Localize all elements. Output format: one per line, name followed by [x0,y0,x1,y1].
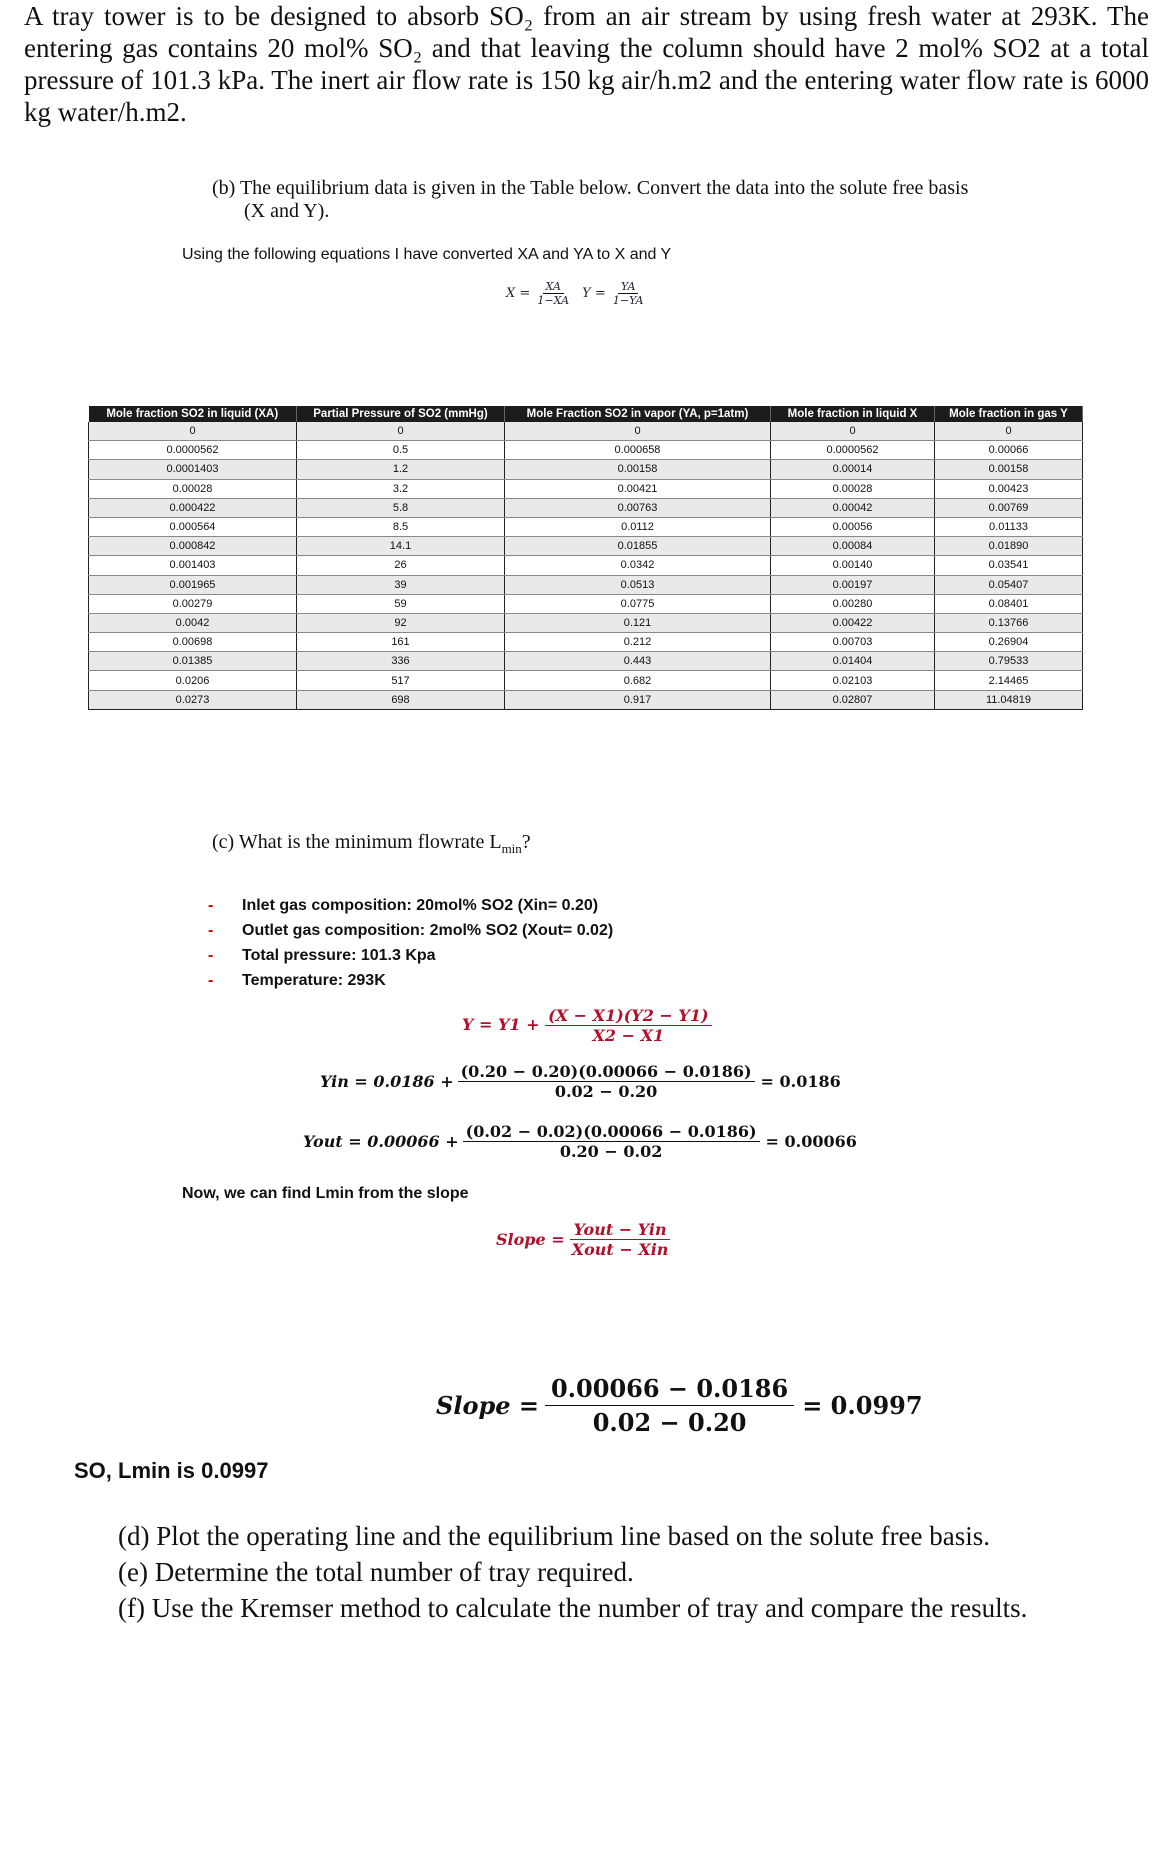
table-cell: 0.001403 [89,556,297,575]
table-row [89,690,1083,709]
conversion-note: Using the following equations I have converted XA and YA to X and Y [182,246,672,263]
table-cell: 0.000658 [505,441,771,460]
table-cell: 0.08401 [935,594,1083,613]
table-row [89,460,1083,479]
table-row [89,652,1083,671]
table-cell: 8.5 [297,517,505,536]
table-cell: 698 [297,690,505,709]
table-cell: 336 [297,652,505,671]
table-cell: 0 [505,422,771,441]
question-f: (f) Use the Kremser method to calculate the number of tray and compare the results. [118,1593,1028,1623]
eq-y-lhs: Y = [582,286,606,301]
list-item [208,918,613,943]
slope-calculation [436,1374,923,1437]
table-cell: 0.01890 [935,537,1083,556]
table-cell: 0.0042 [89,613,297,632]
table-row [89,517,1083,536]
table-cell: 0.00703 [771,633,935,652]
table-cell: 59 [297,594,505,613]
list-bullet-icon: - [208,972,214,989]
list-item-text: Temperature: 293K [242,972,386,989]
table-cell: 0.00042 [771,498,935,517]
interp-lhs: Y = Y1 + [462,1015,540,1034]
table-cell: 0.0000562 [771,441,935,460]
list-item [208,893,613,918]
interp-denominator: X2 − X1 [592,1026,665,1045]
table-cell: 0.05407 [935,575,1083,594]
column-header: Mole fraction SO2 in liquid (XA) [89,406,297,422]
table-cell: 0.00422 [771,613,935,632]
table-cell: 517 [297,671,505,690]
table-cell: 92 [297,613,505,632]
table-cell: 2.14465 [935,671,1083,690]
table-cell: 0.00014 [771,460,935,479]
yout-lhs: Yout = 0.00066 + [303,1132,459,1151]
table-cell: 0.5 [297,441,505,460]
eq-x-fraction [534,280,572,307]
column-header: Mole fraction in gas Y [935,406,1083,422]
table-row [89,422,1083,441]
table-row [89,441,1083,460]
table-cell: 0.917 [505,690,771,709]
table-cell: 161 [297,633,505,652]
table-cell: 0.01404 [771,652,935,671]
slope-denominator: Xout − Xin [571,1240,669,1259]
table-cell: 0.0775 [505,594,771,613]
table-cell: 0.212 [505,633,771,652]
table-cell: 39 [297,575,505,594]
table-cell: 0.00421 [505,479,771,498]
table-cell: 0 [771,422,935,441]
slope-lhs: Slope = [496,1230,565,1249]
slope-formula [496,1220,671,1259]
interp-fraction [545,1006,711,1045]
yout-denominator: 0.20 − 0.02 [559,1142,663,1161]
table-cell: 3.2 [297,479,505,498]
table-cell: 0.02103 [771,671,935,690]
table-header-row [89,406,1083,422]
conversion-equations [506,280,647,307]
slope2-denominator: 0.02 − 0.20 [592,1408,747,1437]
table-cell: 0.26904 [935,633,1083,652]
table-cell: 0.01385 [89,652,297,671]
remaining-questions [118,1518,1027,1626]
table-row [89,613,1083,632]
question-e: (e) Determine the total number of tray required. [118,1557,634,1587]
table-cell: 0 [297,422,505,441]
slope-fraction [569,1220,672,1259]
part-b-question-line1: (b) The equilibrium data is given in the Table below. Convert the data into the solute free basis [212,177,969,199]
yin-fraction [458,1062,755,1101]
table-row [89,594,1083,613]
slope2-fraction [545,1374,794,1437]
table-cell: 0.0001403 [89,460,297,479]
table-cell: 0.01133 [935,517,1083,536]
table-cell: 0.001965 [89,575,297,594]
yout-equation [303,1122,857,1161]
table-cell: 0.00769 [935,498,1083,517]
eq-y-numerator: YA [618,280,638,294]
table-cell: 0.00279 [89,594,297,613]
list-item [208,968,613,993]
eq-y-fraction [610,280,647,307]
equilibrium-data-table [88,406,1083,710]
lmin-conclusion: SO, Lmin is 0.0997 [74,1458,269,1483]
eq-x-lhs: X = [506,286,531,301]
table-cell: 0.00028 [771,479,935,498]
table-cell: 1.2 [297,460,505,479]
part-c-question-text: (c) What is the minimum flowrate L [212,831,502,853]
table-cell: 0.0513 [505,575,771,594]
table-cell: 0.000842 [89,537,297,556]
table-cell: 0.00028 [89,479,297,498]
list-item-text: Inlet gas composition: 20mol% SO2 (Xin= 0.20) [242,897,599,914]
list-bullet-icon: - [208,947,214,964]
given-conditions-list [208,893,613,993]
table-cell: 0.0342 [505,556,771,575]
eq-y-denominator: 1−YA [612,294,644,307]
table-cell: 0.00140 [771,556,935,575]
table-row [89,537,1083,556]
table-cell: 0.0112 [505,517,771,536]
table-cell: 0.00158 [505,460,771,479]
table-cell: 0.443 [505,652,771,671]
table-cell: 0.03541 [935,556,1083,575]
list-bullet-icon: - [208,897,214,914]
table-cell: 11.04819 [935,690,1083,709]
slope2-lhs: Slope = [436,1391,539,1420]
table-row [89,498,1083,517]
list-item-text: Outlet gas composition: 2mol% SO2 (Xout= 0.02) [242,922,614,939]
column-header: Mole fraction in liquid X [771,406,935,422]
table-cell: 0.000564 [89,517,297,536]
table-body [89,422,1083,709]
interpolation-formula [462,1006,712,1045]
table-cell: 0.0273 [89,690,297,709]
table-cell: 0 [89,422,297,441]
slope-intro-text: Now, we can find Lmin from the slope [182,1185,469,1202]
column-header: Mole Fraction SO2 in vapor (YA, p=1atm) [505,406,771,422]
table-cell: 0.00763 [505,498,771,517]
table-cell: 0.00423 [935,479,1083,498]
yin-numerator: (0.20 − 0.20)(0.00066 − 0.0186) [458,1062,755,1082]
yin-lhs: Yin = 0.0186 + [320,1072,454,1091]
table-cell: 0.0000562 [89,441,297,460]
part-c-question-subscript: min [501,841,522,856]
table-cell: 0.00197 [771,575,935,594]
slope-numerator: Yout − Yin [570,1220,669,1240]
yout-result: = 0.00066 [765,1132,857,1151]
table-cell: 0.13766 [935,613,1083,632]
table-cell: 0.01855 [505,537,771,556]
list-item-text: Total pressure: 101.3 Kpa [242,947,436,964]
table-cell: 0.682 [505,671,771,690]
slope2-result: = 0.0997 [802,1391,923,1420]
eq-x-numerator: XA [543,280,564,294]
yin-denominator: 0.02 − 0.20 [554,1082,658,1101]
list-item [208,943,613,968]
table-row [89,575,1083,594]
problem-statement: A tray tower is to be designed to absorb SO₂ from an air stream by using fresh water at 293K. The entering gas contains 20 mol% SO₂ and that leaving the column should have 2 mol% SO2 at a total pressure of 101.3 kPa. The inert air flow rate is 150 kg air/h.m2 and the entering water flow rate is 6000 kg water/h.m2. [24,1,1149,127]
yin-equation [320,1062,841,1101]
table-cell: 0.00084 [771,537,935,556]
list-bullet-icon: - [208,922,214,939]
table-cell: 0.00280 [771,594,935,613]
part-c-question [212,830,531,861]
table-cell: 14.1 [297,537,505,556]
table-cell: 0.00066 [935,441,1083,460]
table-cell: 0.00158 [935,460,1083,479]
yout-numerator: (0.02 − 0.02)(0.00066 − 0.0186) [463,1122,760,1142]
eq-x-denominator: 1−XA [537,294,570,307]
table-cell: 0.000422 [89,498,297,517]
table-cell: 26 [297,556,505,575]
part-b-question-line2: (X and Y). [244,200,330,222]
interp-numerator: (X − X1)(Y2 − Y1) [545,1006,711,1026]
slope2-numerator: 0.00066 − 0.0186 [545,1374,794,1406]
column-header: Partial Pressure of SO2 (mmHg) [297,406,505,422]
table-row [89,633,1083,652]
table-row [89,671,1083,690]
table-cell: 0.121 [505,613,771,632]
question-d: (d) Plot the operating line and the equilibrium line based on the solute free basis. [118,1521,991,1551]
table-cell: 0.79533 [935,652,1083,671]
table-row [89,479,1083,498]
table-cell: 0.00698 [89,633,297,652]
table-cell: 0 [935,422,1083,441]
table-cell: 0.0206 [89,671,297,690]
table-cell: 5.8 [297,498,505,517]
table-cell: 0.00056 [771,517,935,536]
yin-result: = 0.0186 [760,1072,841,1091]
part-c-question-end: ? [521,831,531,853]
table-row [89,556,1083,575]
yout-fraction [463,1122,760,1161]
table-cell: 0.02807 [771,690,935,709]
